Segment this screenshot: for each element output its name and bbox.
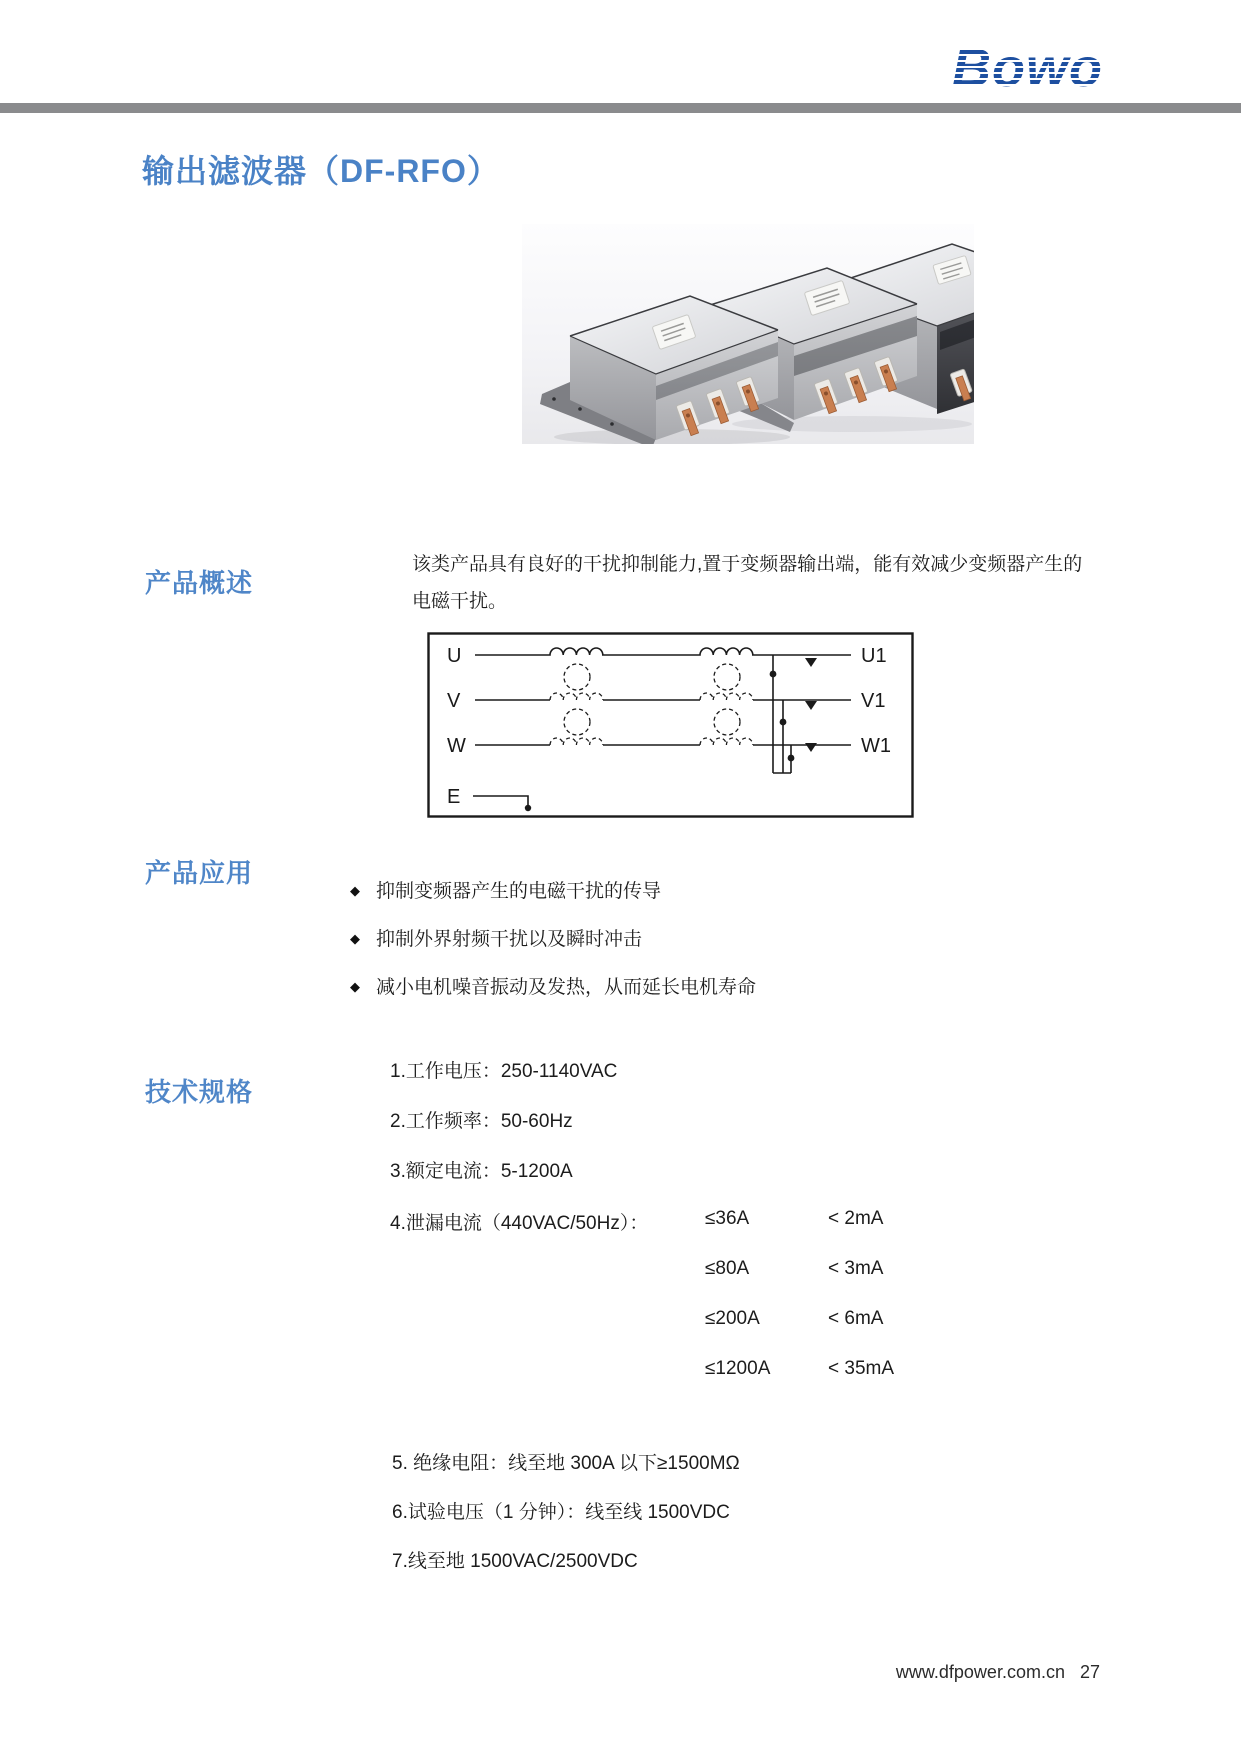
diamond-bullet-icon: ◆ (350, 883, 360, 898)
page-title: 输出滤波器（DF-RFO） (142, 153, 500, 189)
spec-item: 2.工作频率：50-60Hz (390, 1111, 573, 1132)
diamond-bullet-icon: ◆ (350, 931, 360, 946)
spec-item: 5. 绝缘电阻：线至地 300A 以下≥1500MΩ (392, 1453, 740, 1474)
arrow-down-icon (805, 743, 817, 752)
diagram-label-v1: V1 (861, 690, 886, 712)
leakage-value-cell: < 2mA (828, 1208, 884, 1229)
circuit-diagram (427, 632, 914, 818)
diagram-label-u: U (447, 645, 462, 667)
spec-item: 7.线至地 1500VAC/2500VDC (392, 1551, 638, 1572)
diamond-bullet-icon: ◆ (350, 979, 360, 994)
diagram-label-v: V (447, 690, 461, 712)
arrow-down-icon (805, 658, 817, 667)
bullet-text: 抑制变频器产生的电磁干扰的传导 (376, 881, 662, 902)
spec-item: 1.工作电压：250-1140VAC (390, 1061, 618, 1082)
section-heading-application: 产品应用 (145, 858, 254, 888)
overview-text-line-1: 该类产品具有良好的干扰抑制能力,置于变频器输出端，能有效减少变频器产生的 (412, 554, 1083, 575)
application-bullet-item (350, 972, 756, 999)
leakage-current-cell: ≤80A (705, 1258, 750, 1279)
leakage-value-cell: < 3mA (828, 1258, 884, 1279)
leakage-current-cell: ≤1200A (705, 1358, 771, 1379)
diagram-label-u1: U1 (861, 645, 887, 667)
section-heading-specs: 技术规格 (145, 1077, 254, 1107)
diagram-label-w1: W1 (861, 735, 891, 757)
application-bullet-item (350, 924, 642, 951)
diagram-label-e: E (447, 786, 461, 808)
bullet-text: 抑制外界射频干扰以及瞬时冲击 (376, 929, 643, 950)
brand-logo: Bowo (952, 38, 1112, 102)
leakage-current-cell: ≤200A (705, 1308, 760, 1329)
product-photo (522, 224, 974, 444)
page-footer (800, 1662, 1100, 1683)
leakage-value-cell: < 35mA (828, 1358, 895, 1379)
footer-website: www.dfpower.com.cn (895, 1662, 1065, 1682)
header-divider (0, 103, 1241, 113)
product-photo-illustration (522, 224, 974, 444)
spec-item: 3.额定电流：5-1200A (390, 1161, 573, 1182)
spec-item: 6.试验电压（1 分钟）：线至线 1500VDC (392, 1502, 730, 1523)
leakage-value-cell: < 6mA (828, 1308, 884, 1329)
arrow-down-icon (805, 701, 817, 710)
leakage-current-cell: ≤36A (705, 1208, 750, 1229)
diagram-label-w: W (447, 735, 466, 757)
footer-page-number: 27 (1079, 1662, 1100, 1682)
overview-text-line-2: 电磁干扰。 (412, 591, 508, 612)
bullet-text: 减小电机噪音振动及发热，从而延长电机寿命 (376, 977, 757, 998)
spec-item: 4.泄漏电流（440VAC/50Hz）： (390, 1213, 649, 1234)
section-heading-overview: 产品概述 (145, 568, 254, 598)
application-bullet-item (350, 876, 661, 903)
